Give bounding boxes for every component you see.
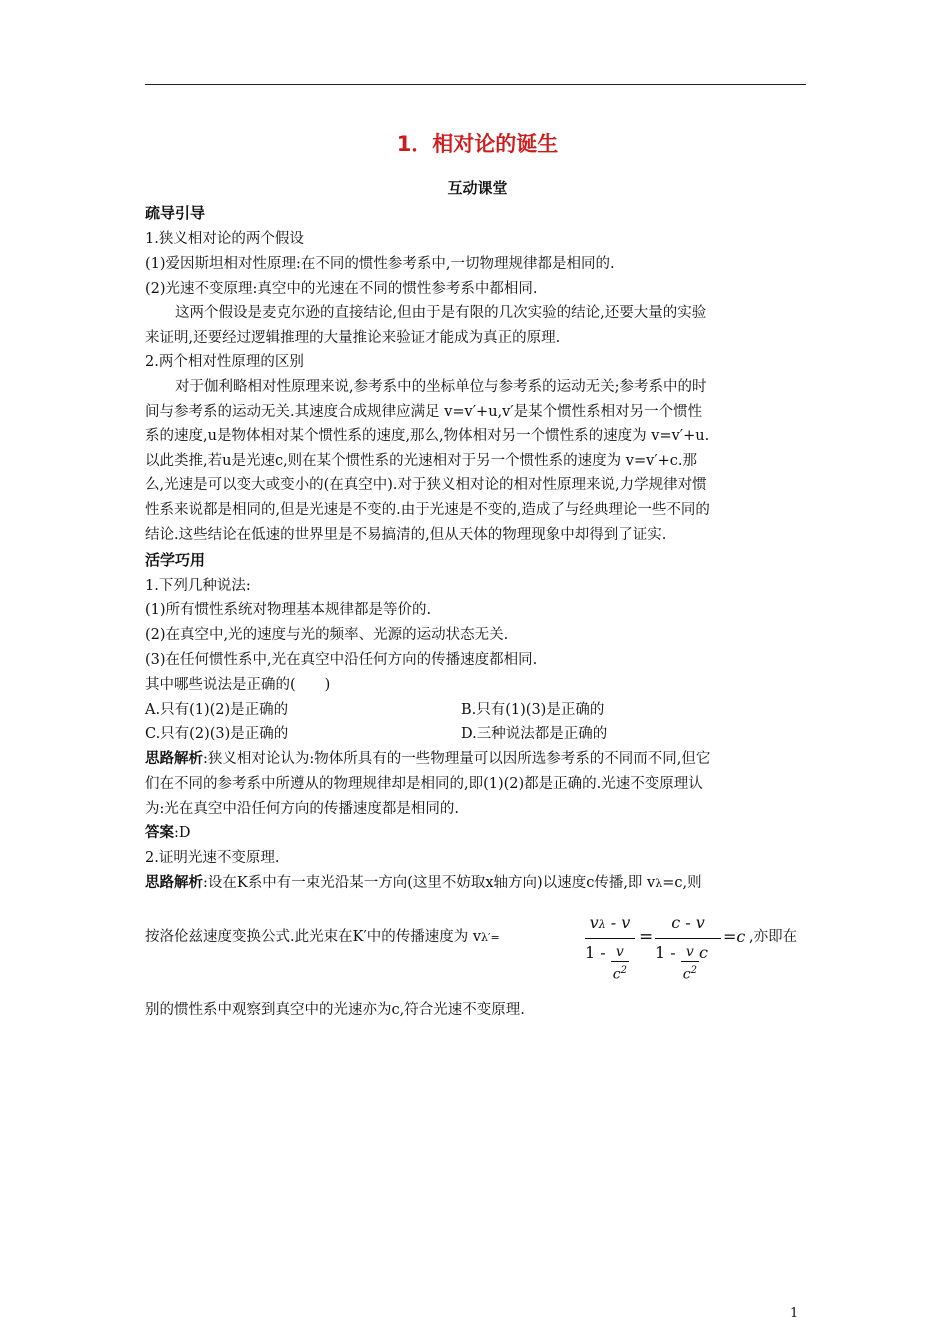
analysis1-text: :狭义相对论认为:物体所具有的一些物理量可以因所选参考系的不同而不同,但它 (203, 751, 711, 767)
para2-line6: 性系来说都是相同的,但是光速是不变的.由于光速是不变的,造成了与经典理论一些不同的 (145, 502, 710, 518)
fraction-1-bar (585, 938, 635, 939)
para2-line2: 间与参考系的运动无关.其速度合成规律应满足 v=v′+u,v′是某个惯性系相对另一个惯性 (145, 404, 703, 420)
answer-value: :D (174, 825, 191, 841)
para2-line5: 么,光速是可以变大或变小的(在真空中).对于狭义相对论的相对性原理来说,力学规律对惯 (145, 477, 707, 493)
analysis1-line3: 为:光在真空中沿任何方向的传播速度都是相同的. (145, 801, 459, 817)
header-rule (145, 84, 806, 85)
frac1-num-rest: - v (605, 913, 631, 932)
lambda-subscript: λ (655, 877, 663, 890)
statement-3: (3)在任何惯性系中,光在真空中沿任何方向的传播速度都相同. (145, 652, 538, 668)
analysis1-line2: 们在不同的参考系中所遵从的物理规律却是相同的,即(1)(2)都是正确的.光速不变原理认 (145, 776, 703, 792)
formula-prime: ′= (488, 931, 500, 944)
formula-prefix (145, 927, 500, 948)
option-d: D.三种说法都是正确的 (461, 726, 608, 742)
question-1: 1.下列几种说法: (145, 578, 251, 594)
item-2: (2)光速不变原理:真空中的光速在不同的惯性参考系中都相同. (145, 281, 538, 297)
fraction-1 (585, 913, 635, 983)
analysis-label: 思路解析 (145, 751, 203, 767)
frac1-den-v: v (615, 944, 624, 960)
formula-suffix: ,亦即在 (749, 929, 798, 945)
option-c: C.只有(2)(3)是正确的 (145, 726, 289, 742)
para1-line1: 这两个假设是麦克尔逊的直接结论,但由于是有限的几次实验的结论,还要大量的实验 (175, 305, 707, 321)
page-number: 1 (790, 1306, 799, 1321)
para2-line3: 系的速度,u是物体相对某个惯性系的速度,那么,物体相对另一个惯性系的速度为 v=v′+u. (145, 428, 710, 444)
fraction-2-denominator (655, 943, 721, 984)
page-title: 1．相对论的诞生 (396, 132, 559, 156)
statement-1: (1)所有惯性系统对物理基本规律都是等价的. (145, 602, 432, 618)
frac2-den-v: v (685, 944, 694, 960)
frac1-den-c: c (612, 966, 621, 983)
option-b: B.只有(1)(3)是正确的 (461, 702, 605, 718)
options-row-1 (145, 700, 810, 720)
option-a: A.只有(1)(2)是正确的 (145, 702, 289, 718)
point-2: 2.两个相对性原理的区别 (145, 354, 304, 370)
analysis2-text-end: =c,则 (662, 875, 702, 891)
options-row-2 (145, 724, 810, 744)
formula-prefix-text: 按洛伦兹速度变换公式.此光束在K′中的传播速度为 v (145, 929, 482, 945)
equals-1: = (639, 927, 654, 947)
formula-prefix-sub: λ (481, 931, 489, 944)
section-heading-practice: 活学巧用 (145, 551, 206, 569)
statement-2: (2)在真空中,光的速度与光的频率、光源的运动状态无关. (145, 627, 509, 643)
analysis2-line1 (145, 873, 702, 894)
frac2-den-lead: 1 - (655, 943, 681, 962)
frac1-den-lead: 1 - (585, 943, 611, 962)
analysis2-label: 思路解析 (145, 875, 203, 891)
frac1-den-exp: 2 (620, 965, 627, 976)
frac1-num-sub: λ (598, 918, 606, 931)
conclusion-line: 别的惯性系中观察到真空中的光速亦为c,符合光速不变原理. (145, 1002, 525, 1018)
frac2-den-tail: c (698, 943, 708, 962)
item-1: (1)爱因斯坦相对性原理:在不同的惯性参考系中,一切物理规律都是相同的. (145, 256, 615, 272)
question-ask: 其中哪些说法是正确的( ) (145, 677, 331, 693)
frac2-den-c: c (682, 966, 691, 983)
fraction-2-numerator: c - v (671, 913, 705, 932)
page-subtitle: 互动课堂 (447, 179, 508, 197)
para2-line4: 以此类推,若u是光速c,则在某个惯性系的光速相对于另一个惯性系的速度为 v=v′+c.那 (145, 453, 697, 469)
answer-line (145, 823, 191, 843)
frac1-num-v: v (589, 913, 599, 932)
lorentz-formula (145, 905, 810, 985)
fraction-1-numerator (585, 913, 635, 932)
formula-result: =c (723, 927, 746, 946)
point-1: 1.狭义相对论的两个假设 (145, 231, 304, 247)
para1-line2: 来证明,还要经过逻辑推理的大量推论来验证才能成为真正的原理. (145, 330, 561, 346)
question-2: 2.证明光速不变原理. (145, 850, 280, 866)
para2-line7: 结论.这些结论在低速的世界里是不易搞清的,但从天体的物理现象中却得到了证实. (145, 527, 667, 543)
fraction-2 (655, 913, 721, 983)
analysis1-line1 (145, 749, 710, 769)
analysis2-text: :设在K系中有一束光沿某一方向(这里不妨取x轴方向)以速度c传播,即 v (203, 875, 656, 891)
frac2-den-exp: 2 (690, 965, 697, 976)
section-heading-guide: 疏导引导 (145, 204, 206, 222)
fraction-1-denominator (585, 943, 635, 984)
answer-label: 答案 (145, 825, 174, 841)
fraction-2-bar (655, 938, 721, 939)
para2-line1: 对于伽利略相对性原理来说,参考系中的坐标单位与参考系的运动无关;参考系中的时 (175, 379, 707, 395)
